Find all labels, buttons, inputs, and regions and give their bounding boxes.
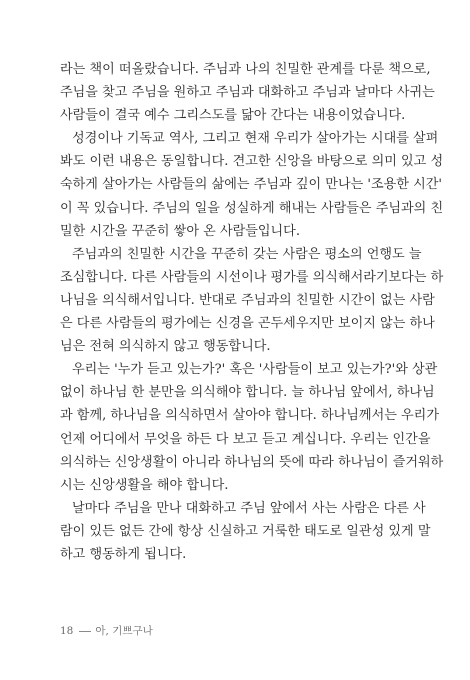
text-line: 언제 어디에서 무엇을 하든 다 보고 듣고 계십니다. 우리는 인간을	[60, 431, 431, 447]
text-line: 님은 전혀 의식하지 않고 행동합니다.	[60, 339, 271, 355]
text-line: 이 꼭 있습니다. 주님의 일을 성실하게 해내는 사람들은 주님과의 친	[60, 200, 444, 216]
text-line: 날마다 주님을 만나 대화하고 주님 앞에서 사는 사람은 다른 사	[72, 500, 426, 516]
text-line: 없이 하나님 한 분만을 의식해야 합니다. 늘 하나님 앞에서, 하나님	[60, 385, 435, 401]
text-line: 밀한 시간을 꾸준히 쌓아 온 사람들입니다.	[60, 223, 300, 239]
text-line: 라는 책이 떠올랐습니다. 주님과 나의 친밀한 관계를 다룬 책으로,	[60, 62, 431, 77]
text-line: 봐도 이런 내용은 동일합니다. 견고한 신앙을 바탕으로 의미 있고 성	[60, 154, 444, 170]
page-number: 18	[60, 625, 74, 637]
body-text	[60, 58, 444, 566]
text-line: 하고 행동하게 됩니다.	[60, 546, 187, 562]
text-line: 조심합니다. 다른 사람들의 시선이나 평가를 의식해서라기보다는 하	[60, 269, 444, 285]
text-line: 우리는 '누가 듣고 있는가?' 혹은 '사람들이 보고 있는가?'와 상관	[72, 362, 438, 378]
text-line: 성경이나 기독교 역사, 그리고 현재 우리가 살아가는 시대를 살펴	[72, 131, 439, 147]
running-title: 아, 기쁘구나	[95, 625, 153, 637]
text-line: 주님을 찾고 주님을 원하고 주님과 대화하고 주님과 날마다 사귀는	[60, 85, 435, 101]
footer-rule	[79, 631, 91, 632]
page-footer	[60, 623, 153, 638]
text-line: 주님과의 친밀한 시간을 꾸준히 갖는 사람은 평소의 언행도 늘	[72, 246, 422, 262]
text-line: 숙하게 살아가는 사람들의 삶에는 주님과 깊이 만나는 '조용한 시간'	[60, 177, 443, 193]
text-line: 과 함께, 하나님을 의식하면서 살아야 합니다. 하나님께서는 우리가	[60, 408, 439, 424]
text-line: 람이 있든 없든 간에 항상 신실하고 거룩한 태도로 일관성 있게 말	[60, 523, 431, 539]
text-line: 사람들이 결국 예수 그리스도를 닮아 간다는 내용이었습니다.	[60, 108, 406, 124]
text-line: 은 다른 사람들의 평가에는 신경을 곤두세우지만 보이지 않는 하나	[60, 316, 435, 332]
text-line: 시는 신앙생활을 해야 합니다.	[60, 477, 229, 493]
text-line: 의식하는 신앙생활이 아니라 하나님의 뜻에 따라 하나님이 즐거워하	[60, 454, 444, 470]
text-line: 나님을 의식해서입니다. 반대로 주님과의 친밀한 시간이 없는 사람	[60, 292, 435, 308]
